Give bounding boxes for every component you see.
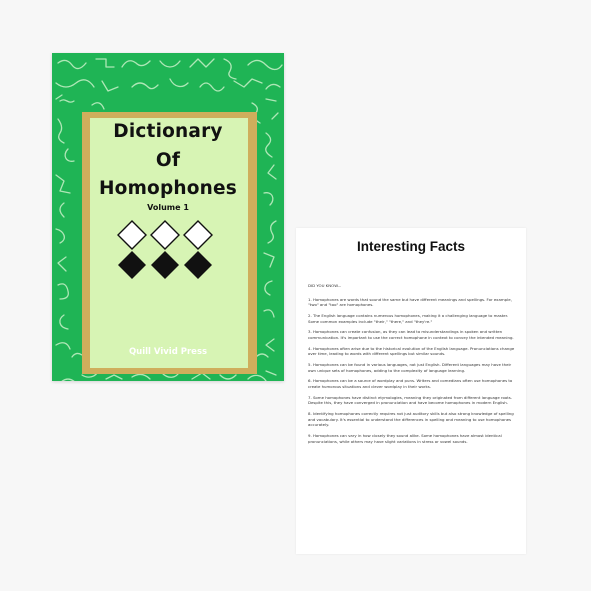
facts-body [308,283,516,450]
cover-title-line-1: Dictionary [113,121,223,142]
facts-intro: DID YOU KNOW... [308,283,342,288]
fact-item: 6. Homophones can be a source of wordplay and puns. Writers and comedians often use homophones to create humorous situations and clever wordplay in their works. [308,378,513,390]
fact-item: 5. Homophones can be found in various languages, not just English. Different languages may have their own unique sets of homophones, adding to the complexity of language learning. [308,362,512,373]
cover-volume: Volume 1 [147,203,189,212]
fact-item: 4. Homophones often arise due to the historical evolution of the English language. Pronunciations change over time, leading to words with different spellings but similar sounds. [308,345,515,357]
diamond-outline [118,221,146,249]
fact-item: 9. Homophones can vary in how closely they sound alike. Some homophones have almost identical pronunciations, while others may have slight variations in stress or vowel sounds. [308,433,502,444]
diamond-filled [118,251,146,279]
page-title: Interesting Facts [356,239,466,254]
fact-item: 2. The English language contains numerous homophones, making it a challenging language to master. Some common examples include "their," "there," and "they're." [308,312,509,324]
cover-title-line-3: Homophones [98,178,238,199]
cover-title-line-2: Of [155,150,181,171]
fact-item: 3. Homophones can create confusion, as they can lead to misunderstandings in spoken and written communication. It's important to use the correct homophone in context to convey the intended meaning. [308,329,514,340]
facts-page [296,228,526,554]
diamond-outline [151,221,179,249]
diamond-pattern [115,219,215,283]
fact-item: 1. Homophones are words that sound the same but have different meanings and spellings. For example, "two" and "too" are homophones. [308,296,512,308]
cover-publisher: Quill Vivid Press [128,347,208,357]
diamond-filled [151,251,179,279]
diamond-outline [184,221,212,249]
fact-item: 7. Some homophones have distinct etymologies, meaning they originated from different language roots. Despite this, they have converged in pronunciation and have become homophones in modern English. [308,394,513,406]
diamond-filled [184,251,212,279]
book-cover [52,53,284,381]
fact-item: 8. Identifying homophones correctly requires not just auditory skills but also strong knowledge of spelling and vocabulary. It's essential to understand the differences in spelling and meaning to use homophones accurately. [308,411,514,428]
